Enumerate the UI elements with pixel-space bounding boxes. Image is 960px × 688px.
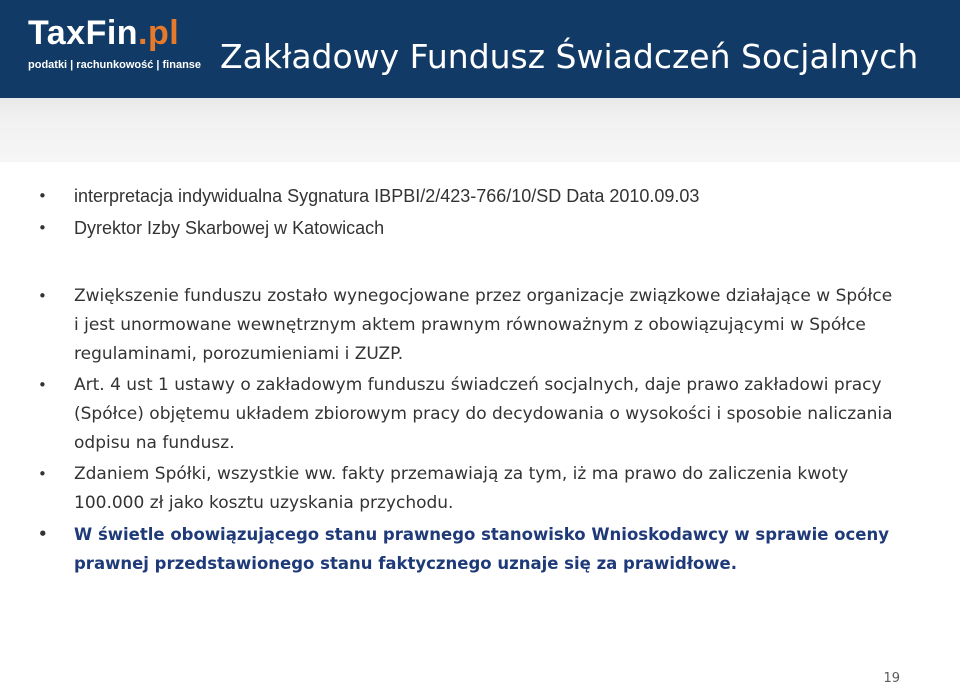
list-item xyxy=(0,460,900,518)
bullet-icon: • xyxy=(38,376,47,394)
list-item xyxy=(0,371,900,458)
logo-tagline: podatki | rachunkowość | finanse xyxy=(28,59,202,71)
slide-title: Zakładowy Fundusz Świadczeń Socjalnych xyxy=(220,37,919,76)
bullet-text: Zwiększenie funduszu zostało wynegocjowane przez organizacje związkowe działające w Spółce i jest unormowane wewnętrznym aktem prawnym równoważnym z obowiązującymi w Spółce regulaminami, porozumieniami i ZUZP. xyxy=(74,286,893,364)
list-item xyxy=(0,282,900,369)
taxfin-logo xyxy=(28,16,179,50)
logo-main-text: TaxFin xyxy=(28,14,139,52)
content-list xyxy=(0,282,900,580)
bullet-text: Zdaniem Spółki, wszystkie ww. fakty przemawiają za tym, iż ma prawo do zaliczenia kwoty 100.000 zł jako kosztu uzyskania przychodu. xyxy=(74,464,849,513)
slide-header xyxy=(0,0,960,98)
page-number: 19 xyxy=(883,671,900,686)
source-info-list xyxy=(0,180,960,244)
bullet-icon: • xyxy=(38,287,47,305)
header-band xyxy=(0,98,960,162)
bullet-text: Art. 4 ust 1 ustawy o zakładowym funduszu świadczeń socjalnych, daje prawo zakładowi pracy (Spółce) objętemu układem zbiorowym pracy do decydowania o wysokości i sposobie naliczania odpisu na fundusz. xyxy=(74,375,893,453)
bullet-icon: • xyxy=(38,187,47,205)
bullet-text: Dyrektor Izby Skarbowej w Katowicach xyxy=(74,218,385,238)
bullet-icon: • xyxy=(38,465,47,483)
bullet-icon: • xyxy=(38,525,48,543)
bullet-text: W świetle obowiązującego stanu prawnego stanowisko Wnioskodawcy w sprawie oceny prawnej przedstawionego stanu faktycznego uznaje się za prawidłowe. xyxy=(74,525,889,573)
bullet-icon: • xyxy=(38,219,47,237)
list-item xyxy=(0,212,960,244)
logo-domain-text: .pl xyxy=(138,14,180,52)
list-item xyxy=(0,180,960,212)
bullet-text: interpretacja indywidualna Sygnatura IBPBI/2/423-766/10/SD Data 2010.09.03 xyxy=(74,186,700,206)
conclusion-item xyxy=(0,520,900,578)
